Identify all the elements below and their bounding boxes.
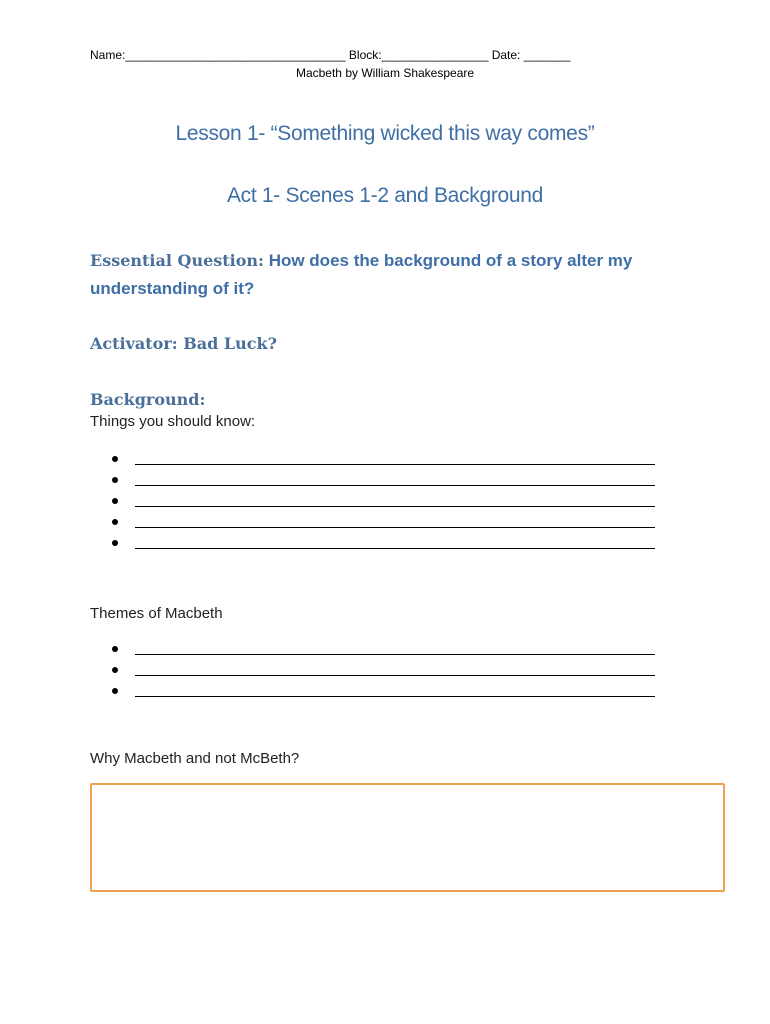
bullet-icon — [112, 519, 118, 525]
list-item[interactable] — [110, 534, 655, 555]
blank-line[interactable] — [135, 548, 655, 549]
blank-line[interactable] — [135, 527, 655, 528]
blank-line[interactable] — [135, 654, 655, 655]
bullet-icon — [112, 477, 118, 483]
themes-blank-list — [110, 640, 655, 703]
list-item[interactable] — [110, 513, 655, 534]
list-item[interactable] — [110, 640, 655, 661]
essential-question — [90, 247, 690, 303]
bullet-icon — [112, 667, 118, 673]
why-macbeth-question: Why Macbeth and not McBeth? — [90, 750, 300, 767]
bullet-icon — [112, 456, 118, 462]
activator-heading: Activator: Bad Luck? — [90, 334, 277, 353]
background-heading: Background: — [90, 390, 206, 409]
list-item[interactable] — [110, 661, 655, 682]
bullet-icon — [112, 540, 118, 546]
act-title: Act 1- Scenes 1-2 and Background — [226, 184, 544, 207]
answer-box[interactable] — [90, 783, 725, 892]
bullet-icon — [112, 688, 118, 694]
blank-line[interactable] — [135, 506, 655, 507]
essential-question-text: How does the background of a story alter my understanding of it? — [90, 251, 633, 298]
themes-heading: Themes of Macbeth — [90, 605, 223, 622]
header-subtitle: Macbeth by William Shakespeare — [295, 66, 475, 80]
blank-line[interactable] — [135, 675, 655, 676]
list-item[interactable] — [110, 471, 655, 492]
list-item[interactable] — [110, 450, 655, 471]
essential-question-label: Essential Question: — [90, 251, 264, 270]
list-item[interactable] — [110, 492, 655, 513]
lesson-title: Lesson 1- “Something wicked this way comes” — [175, 122, 595, 145]
header-name-block-date: Name:_________________________________ Block:________________ Date: _______ — [90, 48, 571, 62]
blank-line[interactable] — [135, 485, 655, 486]
bullet-icon — [112, 498, 118, 504]
blank-line[interactable] — [135, 696, 655, 697]
background-subtitle: Things you should know: — [90, 413, 256, 430]
list-item[interactable] — [110, 682, 655, 703]
bullet-icon — [112, 646, 118, 652]
background-blank-list — [110, 450, 655, 555]
blank-line[interactable] — [135, 464, 655, 465]
